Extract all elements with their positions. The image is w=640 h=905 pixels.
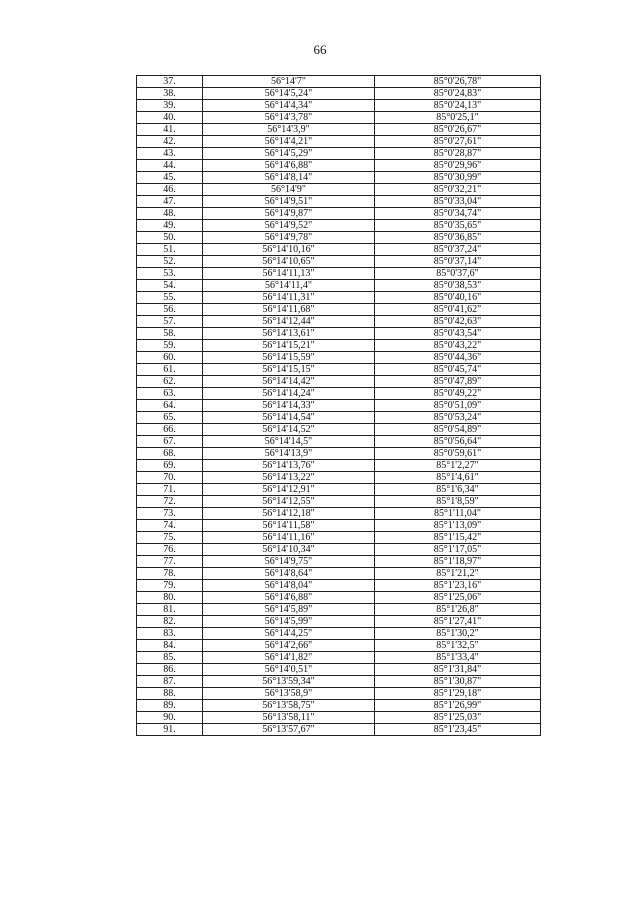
table-row [137,496,541,508]
longitude-cell: 85°0'32,21" [375,184,541,196]
table-row [137,124,541,136]
latitude-cell: 56°13'58,75" [203,700,375,712]
latitude-cell: 56°14'10,16" [203,244,375,256]
point-number-cell: 41. [137,124,203,136]
latitude-cell: 56°14'13,9" [203,448,375,460]
table-row [137,640,541,652]
longitude-cell: 85°0'26,67" [375,124,541,136]
latitude-cell: 56°14'5,24" [203,88,375,100]
table-row [137,460,541,472]
table-row [137,196,541,208]
latitude-cell: 56°14'11,31" [203,292,375,304]
point-number-cell: 83. [137,628,203,640]
longitude-cell: 85°1'33,4" [375,652,541,664]
point-number-cell: 69. [137,460,203,472]
point-number-cell: 59. [137,340,203,352]
longitude-cell: 85°1'18,97" [375,556,541,568]
table-row [137,520,541,532]
latitude-cell: 56°14'9" [203,184,375,196]
latitude-cell: 56°14'12,18" [203,508,375,520]
table-row [137,388,541,400]
point-number-cell: 47. [137,196,203,208]
latitude-cell: 56°14'10,34" [203,544,375,556]
table-row [137,160,541,172]
longitude-cell: 85°1'29,18" [375,688,541,700]
latitude-cell: 56°14'4,25" [203,628,375,640]
point-number-cell: 64. [137,400,203,412]
longitude-cell: 85°1'31,84" [375,664,541,676]
latitude-cell: 56°14'15,59" [203,352,375,364]
page-number: 66 [313,42,327,57]
longitude-cell: 85°0'53,24" [375,412,541,424]
point-number-cell: 49. [137,220,203,232]
longitude-cell: 85°1'27,41" [375,616,541,628]
point-number-cell: 46. [137,184,203,196]
point-number-cell: 53. [137,268,203,280]
latitude-cell: 56°14'8,64" [203,568,375,580]
longitude-cell: 85°0'29,96" [375,160,541,172]
point-number-cell: 50. [137,232,203,244]
point-number-cell: 82. [137,616,203,628]
longitude-cell: 85°0'44,36" [375,352,541,364]
table-row [137,664,541,676]
point-number-cell: 68. [137,448,203,460]
table-row [137,340,541,352]
latitude-cell: 56°14'14,24" [203,388,375,400]
latitude-cell: 56°14'9,52" [203,220,375,232]
latitude-cell: 56°14'3,9" [203,124,375,136]
point-number-cell: 42. [137,136,203,148]
table-row [137,712,541,724]
longitude-cell: 85°1'23,45" [375,724,541,736]
longitude-cell: 85°0'56,64" [375,436,541,448]
point-number-cell: 89. [137,700,203,712]
point-number-cell: 62. [137,376,203,388]
longitude-cell: 85°0'33,04" [375,196,541,208]
latitude-cell: 56°14'5,99" [203,616,375,628]
longitude-cell: 85°0'28,87" [375,148,541,160]
longitude-cell: 85°1'30,87" [375,676,541,688]
longitude-cell: 85°0'38,53" [375,280,541,292]
longitude-cell: 85°1'8,59" [375,496,541,508]
latitude-cell: 56°14'8,14" [203,172,375,184]
latitude-cell: 56°14'14,54" [203,412,375,424]
table-row [137,616,541,628]
longitude-cell: 85°0'41,62" [375,304,541,316]
table-row [137,556,541,568]
point-number-cell: 84. [137,640,203,652]
table-row [137,256,541,268]
longitude-cell: 85°0'49,22" [375,388,541,400]
table-row [137,688,541,700]
point-number-cell: 74. [137,520,203,532]
point-number-cell: 70. [137,472,203,484]
latitude-cell: 56°14'2,66" [203,640,375,652]
coordinates-table [136,75,541,736]
longitude-cell: 85°1'25,03" [375,712,541,724]
latitude-cell: 56°14'13,76" [203,460,375,472]
latitude-cell: 56°14'11,13" [203,268,375,280]
longitude-cell: 85°0'34,74" [375,208,541,220]
point-number-cell: 39. [137,100,203,112]
point-number-cell: 54. [137,280,203,292]
table-row [137,484,541,496]
table-row [137,280,541,292]
table-row [137,328,541,340]
point-number-cell: 45. [137,172,203,184]
point-number-cell: 86. [137,664,203,676]
table-row [137,292,541,304]
point-number-cell: 65. [137,412,203,424]
point-number-cell: 72. [137,496,203,508]
point-number-cell: 63. [137,388,203,400]
table-row [137,628,541,640]
table-row [137,244,541,256]
latitude-cell: 56°14'13,22" [203,472,375,484]
longitude-cell: 85°0'36,85" [375,232,541,244]
point-number-cell: 71. [137,484,203,496]
latitude-cell: 56°14'3,78" [203,112,375,124]
table-row [137,76,541,88]
point-number-cell: 52. [137,256,203,268]
longitude-cell: 85°1'25,06" [375,592,541,604]
longitude-cell: 85°0'43,22" [375,340,541,352]
table-row [137,268,541,280]
longitude-cell: 85°0'45,74" [375,364,541,376]
table-row [137,376,541,388]
point-number-cell: 75. [137,532,203,544]
latitude-cell: 56°14'15,15" [203,364,375,376]
latitude-cell: 56°14'1,82" [203,652,375,664]
point-number-cell: 78. [137,568,203,580]
longitude-cell: 85°0'24,83" [375,88,541,100]
longitude-cell: 85°1'6,34" [375,484,541,496]
longitude-cell: 85°1'11,04" [375,508,541,520]
latitude-cell: 56°14'12,91" [203,484,375,496]
point-number-cell: 48. [137,208,203,220]
table-row [137,724,541,736]
longitude-cell: 85°1'15,42" [375,532,541,544]
point-number-cell: 56. [137,304,203,316]
table-row [137,172,541,184]
longitude-cell: 85°0'43,54" [375,328,541,340]
point-number-cell: 73. [137,508,203,520]
table-row [137,88,541,100]
table-row [137,472,541,484]
longitude-cell: 85°0'27,61" [375,136,541,148]
longitude-cell: 85°0'37,6" [375,268,541,280]
latitude-cell: 56°14'4,21" [203,136,375,148]
point-number-cell: 87. [137,676,203,688]
table-row [137,184,541,196]
longitude-cell: 85°1'30,2" [375,628,541,640]
table-row [137,508,541,520]
table-row [137,100,541,112]
longitude-cell: 85°0'42,63" [375,316,541,328]
table-row [137,304,541,316]
point-number-cell: 37. [137,76,203,88]
latitude-cell: 56°14'9,87" [203,208,375,220]
table-row [137,448,541,460]
longitude-cell: 85°1'4,61" [375,472,541,484]
latitude-cell: 56°14'14,33" [203,400,375,412]
latitude-cell: 56°14'14,42" [203,376,375,388]
table-row [137,592,541,604]
latitude-cell: 56°14'0,51" [203,664,375,676]
longitude-cell: 85°1'23,16" [375,580,541,592]
point-number-cell: 88. [137,688,203,700]
longitude-cell: 85°1'13,09" [375,520,541,532]
table-row [137,652,541,664]
point-number-cell: 55. [137,292,203,304]
latitude-cell: 56°14'12,55" [203,496,375,508]
latitude-cell: 56°14'8,04" [203,580,375,592]
table-row [137,544,541,556]
point-number-cell: 76. [137,544,203,556]
table-row [137,352,541,364]
latitude-cell: 56°13'57,67" [203,724,375,736]
table-row [137,148,541,160]
longitude-cell: 85°0'40,16" [375,292,541,304]
latitude-cell: 56°13'58,9" [203,688,375,700]
point-number-cell: 91. [137,724,203,736]
point-number-cell: 40. [137,112,203,124]
table-row [137,208,541,220]
table-row [137,220,541,232]
latitude-cell: 56°14'14,5" [203,436,375,448]
latitude-cell: 56°14'14,52" [203,424,375,436]
longitude-cell: 85°1'21,2" [375,568,541,580]
point-number-cell: 85. [137,652,203,664]
coordinates-table-body [137,76,541,736]
latitude-cell: 56°14'6,88" [203,160,375,172]
point-number-cell: 61. [137,364,203,376]
latitude-cell: 56°14'12,44" [203,316,375,328]
table-row [137,112,541,124]
longitude-cell: 85°0'54,89" [375,424,541,436]
longitude-cell: 85°0'37,24" [375,244,541,256]
longitude-cell: 85°0'51,09" [375,400,541,412]
longitude-cell: 85°1'26,99" [375,700,541,712]
point-number-cell: 38. [137,88,203,100]
point-number-cell: 51. [137,244,203,256]
point-number-cell: 66. [137,424,203,436]
point-number-cell: 57. [137,316,203,328]
table-row [137,400,541,412]
longitude-cell: 85°0'24,13" [375,100,541,112]
longitude-cell: 85°0'30,99" [375,172,541,184]
longitude-cell: 85°0'37,14" [375,256,541,268]
point-number-cell: 81. [137,604,203,616]
longitude-cell: 85°1'2,27" [375,460,541,472]
longitude-cell: 85°0'35,65" [375,220,541,232]
point-number-cell: 67. [137,436,203,448]
latitude-cell: 56°14'4,34" [203,100,375,112]
table-row [137,604,541,616]
table-row [137,136,541,148]
longitude-cell: 85°1'17,05" [375,544,541,556]
latitude-cell: 56°14'7" [203,76,375,88]
table-row [137,568,541,580]
table-row [137,532,541,544]
latitude-cell: 56°14'13,61" [203,328,375,340]
point-number-cell: 44. [137,160,203,172]
latitude-cell: 56°14'9,75" [203,556,375,568]
latitude-cell: 56°14'11,58" [203,520,375,532]
table-row [137,424,541,436]
latitude-cell: 56°14'11,4" [203,280,375,292]
longitude-cell: 85°0'25,1" [375,112,541,124]
point-number-cell: 43. [137,148,203,160]
latitude-cell: 56°14'9,51" [203,196,375,208]
table-row [137,232,541,244]
table-row [137,700,541,712]
latitude-cell: 56°14'5,29" [203,148,375,160]
table-row [137,316,541,328]
point-number-cell: 77. [137,556,203,568]
table-row [137,580,541,592]
longitude-cell: 85°0'26,78" [375,76,541,88]
latitude-cell: 56°14'15,21" [203,340,375,352]
latitude-cell: 56°13'59,34" [203,676,375,688]
table-row [137,436,541,448]
latitude-cell: 56°14'10,65" [203,256,375,268]
latitude-cell: 56°13'58,11" [203,712,375,724]
point-number-cell: 58. [137,328,203,340]
table-row [137,364,541,376]
point-number-cell: 80. [137,592,203,604]
longitude-cell: 85°0'47,89" [375,376,541,388]
latitude-cell: 56°14'11,68" [203,304,375,316]
point-number-cell: 79. [137,580,203,592]
latitude-cell: 56°14'9,78" [203,232,375,244]
point-number-cell: 60. [137,352,203,364]
longitude-cell: 85°0'59,61" [375,448,541,460]
longitude-cell: 85°1'26,8" [375,604,541,616]
latitude-cell: 56°14'6,88" [203,592,375,604]
latitude-cell: 56°14'5,89" [203,604,375,616]
point-number-cell: 90. [137,712,203,724]
table-row [137,676,541,688]
latitude-cell: 56°14'11,16" [203,532,375,544]
table-row [137,412,541,424]
longitude-cell: 85°1'32,5" [375,640,541,652]
